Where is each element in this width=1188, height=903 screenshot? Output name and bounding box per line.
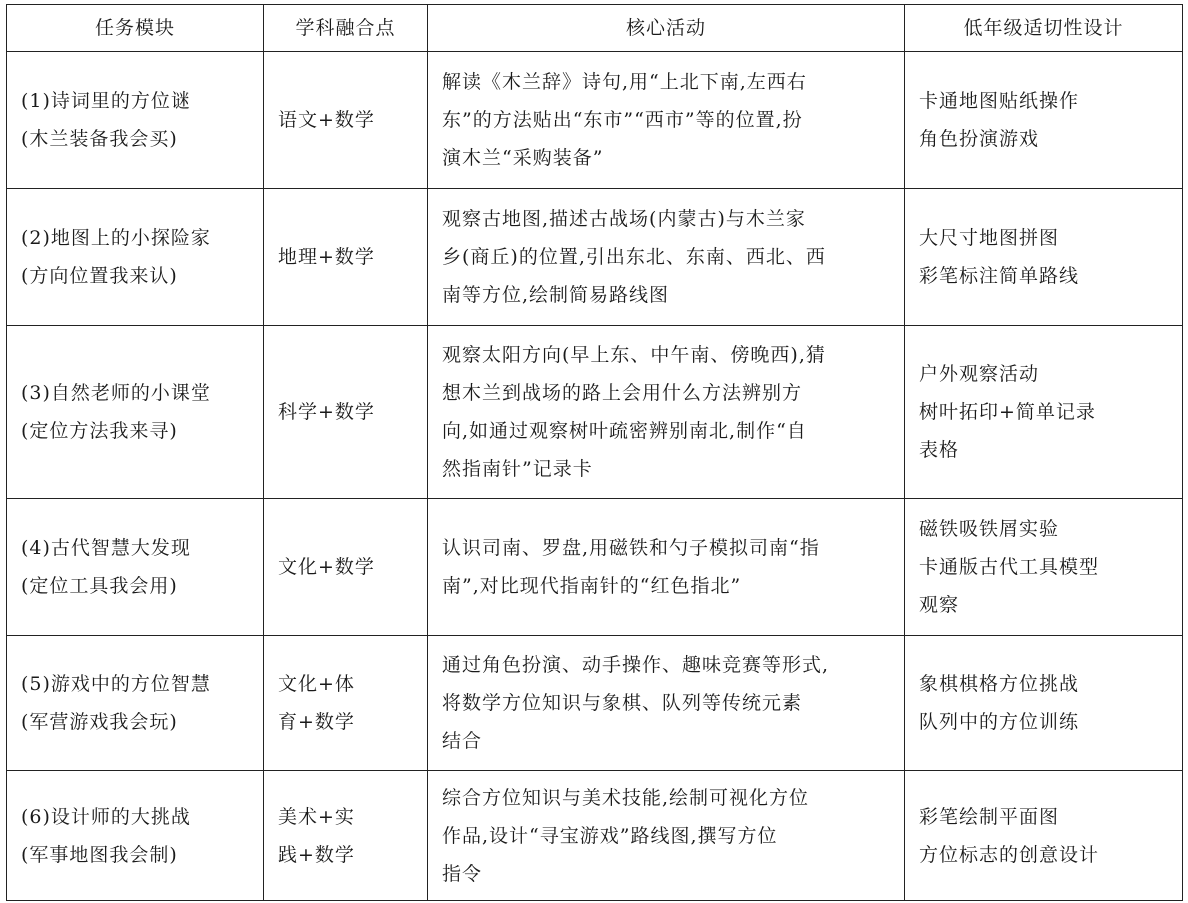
cell-module	[7, 326, 264, 499]
activity-line: 认识司南、罗盘,用磁铁和勺子模拟司南“指	[442, 537, 820, 559]
activity-line: 作品,设计“寻宝游戏”路线图,撰写方位	[442, 824, 778, 847]
activity-line: 南”,对比现代指南针的“红色指北”	[442, 575, 742, 597]
activity-line: 指令	[442, 862, 483, 885]
activity-line: 南等方位,绘制简易路线图	[442, 284, 670, 306]
cell-activity	[428, 499, 905, 636]
module-subtitle: (定位方法我来寻)	[21, 420, 178, 442]
design-line: 表格	[919, 439, 960, 461]
cell-subject	[264, 326, 428, 499]
header-module: 任务模块	[7, 5, 264, 52]
cell-subject	[264, 499, 428, 636]
design-line: 观察	[919, 594, 960, 616]
cell-activity	[428, 771, 905, 901]
activity-line: 然指南针”记录卡	[442, 458, 593, 480]
subject-text: 语文+数学	[278, 109, 375, 131]
header-activity: 核心活动	[428, 5, 905, 52]
module-title: (1)诗词里的方位谜	[21, 90, 191, 112]
subject-text: 育+数学	[278, 711, 355, 733]
design-line: 象棋棋格方位挑战	[919, 673, 1080, 695]
cell-design	[905, 326, 1183, 499]
cell-subject	[264, 636, 428, 771]
subject-text: 践+数学	[278, 843, 355, 866]
table-header-row	[7, 5, 1183, 52]
module-title: (5)游戏中的方位智慧	[21, 673, 211, 695]
table-row	[7, 52, 1183, 189]
activity-line: 将数学方位知识与象棋、队列等传统元素	[442, 692, 803, 714]
cell-design	[905, 499, 1183, 636]
cell-subject	[264, 52, 428, 189]
cell-design	[905, 771, 1183, 901]
design-line: 方位标志的创意设计	[919, 843, 1100, 866]
table-row	[7, 636, 1183, 771]
design-line: 大尺寸地图拼图	[919, 227, 1060, 249]
cell-activity	[428, 52, 905, 189]
module-title: (4)古代智慧大发现	[21, 537, 191, 559]
design-line: 卡通地图贴纸操作	[919, 90, 1080, 112]
cell-module	[7, 52, 264, 189]
table-row	[7, 499, 1183, 636]
design-line: 队列中的方位训练	[919, 711, 1080, 733]
header-subject: 学科融合点	[264, 5, 428, 52]
activity-line: 东”的方法贴出“东市”“西市”等的位置,扮	[442, 109, 803, 131]
cell-module	[7, 189, 264, 326]
module-title: (2)地图上的小探险家	[21, 227, 211, 249]
activity-line: 综合方位知识与美术技能,绘制可视化方位	[442, 786, 810, 809]
design-line: 树叶拓印+简单记录	[919, 401, 1096, 423]
module-subtitle: (军事地图我会制)	[21, 843, 178, 866]
module-subtitle: (木兰装备我会买)	[21, 128, 178, 150]
activity-line: 解读《木兰辞》诗句,用“上北下南,左西右	[442, 71, 807, 93]
design-line: 彩笔绘制平面图	[919, 805, 1060, 828]
subject-text: 地理+数学	[278, 246, 375, 268]
cell-activity	[428, 326, 905, 499]
activity-line: 想木兰到战场的路上会用什么方法辨别方	[442, 382, 803, 404]
cell-subject	[264, 189, 428, 326]
subject-text: 美术+实	[278, 805, 355, 828]
design-line: 户外观察活动	[919, 363, 1040, 385]
cell-module	[7, 636, 264, 771]
activity-design-table	[6, 4, 1183, 901]
activity-line: 乡(商丘)的位置,引出东北、东南、西北、西	[442, 246, 826, 268]
activity-line: 观察古地图,描述古战场(内蒙古)与木兰家	[442, 208, 806, 230]
table-row	[7, 189, 1183, 326]
subject-text: 科学+数学	[278, 401, 375, 423]
table-row	[7, 326, 1183, 499]
design-line: 角色扮演游戏	[919, 128, 1040, 150]
subject-text: 文化+体	[278, 673, 355, 695]
cell-design	[905, 52, 1183, 189]
cell-module	[7, 499, 264, 636]
design-line: 卡通版古代工具模型	[919, 556, 1100, 578]
design-line: 彩笔标注简单路线	[919, 265, 1080, 287]
module-subtitle: (军营游戏我会玩)	[21, 711, 178, 733]
module-title: (6)设计师的大挑战	[21, 805, 191, 828]
cell-activity	[428, 189, 905, 326]
module-title: (3)自然老师的小课堂	[21, 382, 211, 404]
activity-line: 观察太阳方向(早上东、中午南、傍晚西),猜	[442, 344, 826, 366]
cell-design	[905, 636, 1183, 771]
activity-line: 向,如通过观察树叶疏密辨别南北,制作“自	[442, 420, 807, 442]
module-subtitle: (定位工具我会用)	[21, 575, 178, 597]
cell-design	[905, 189, 1183, 326]
design-line: 磁铁吸铁屑实验	[919, 518, 1060, 540]
cell-subject	[264, 771, 428, 901]
activity-line: 结合	[442, 730, 483, 752]
module-subtitle: (方向位置我来认)	[21, 265, 178, 287]
activity-line: 通过角色扮演、动手操作、趣味竞赛等形式,	[442, 654, 830, 676]
table-row	[7, 771, 1183, 901]
subject-text: 文化+数学	[278, 556, 375, 578]
cell-module	[7, 771, 264, 901]
cell-activity	[428, 636, 905, 771]
activity-line: 演木兰“采购装备”	[442, 147, 604, 169]
header-design: 低年级适切性设计	[905, 5, 1183, 52]
